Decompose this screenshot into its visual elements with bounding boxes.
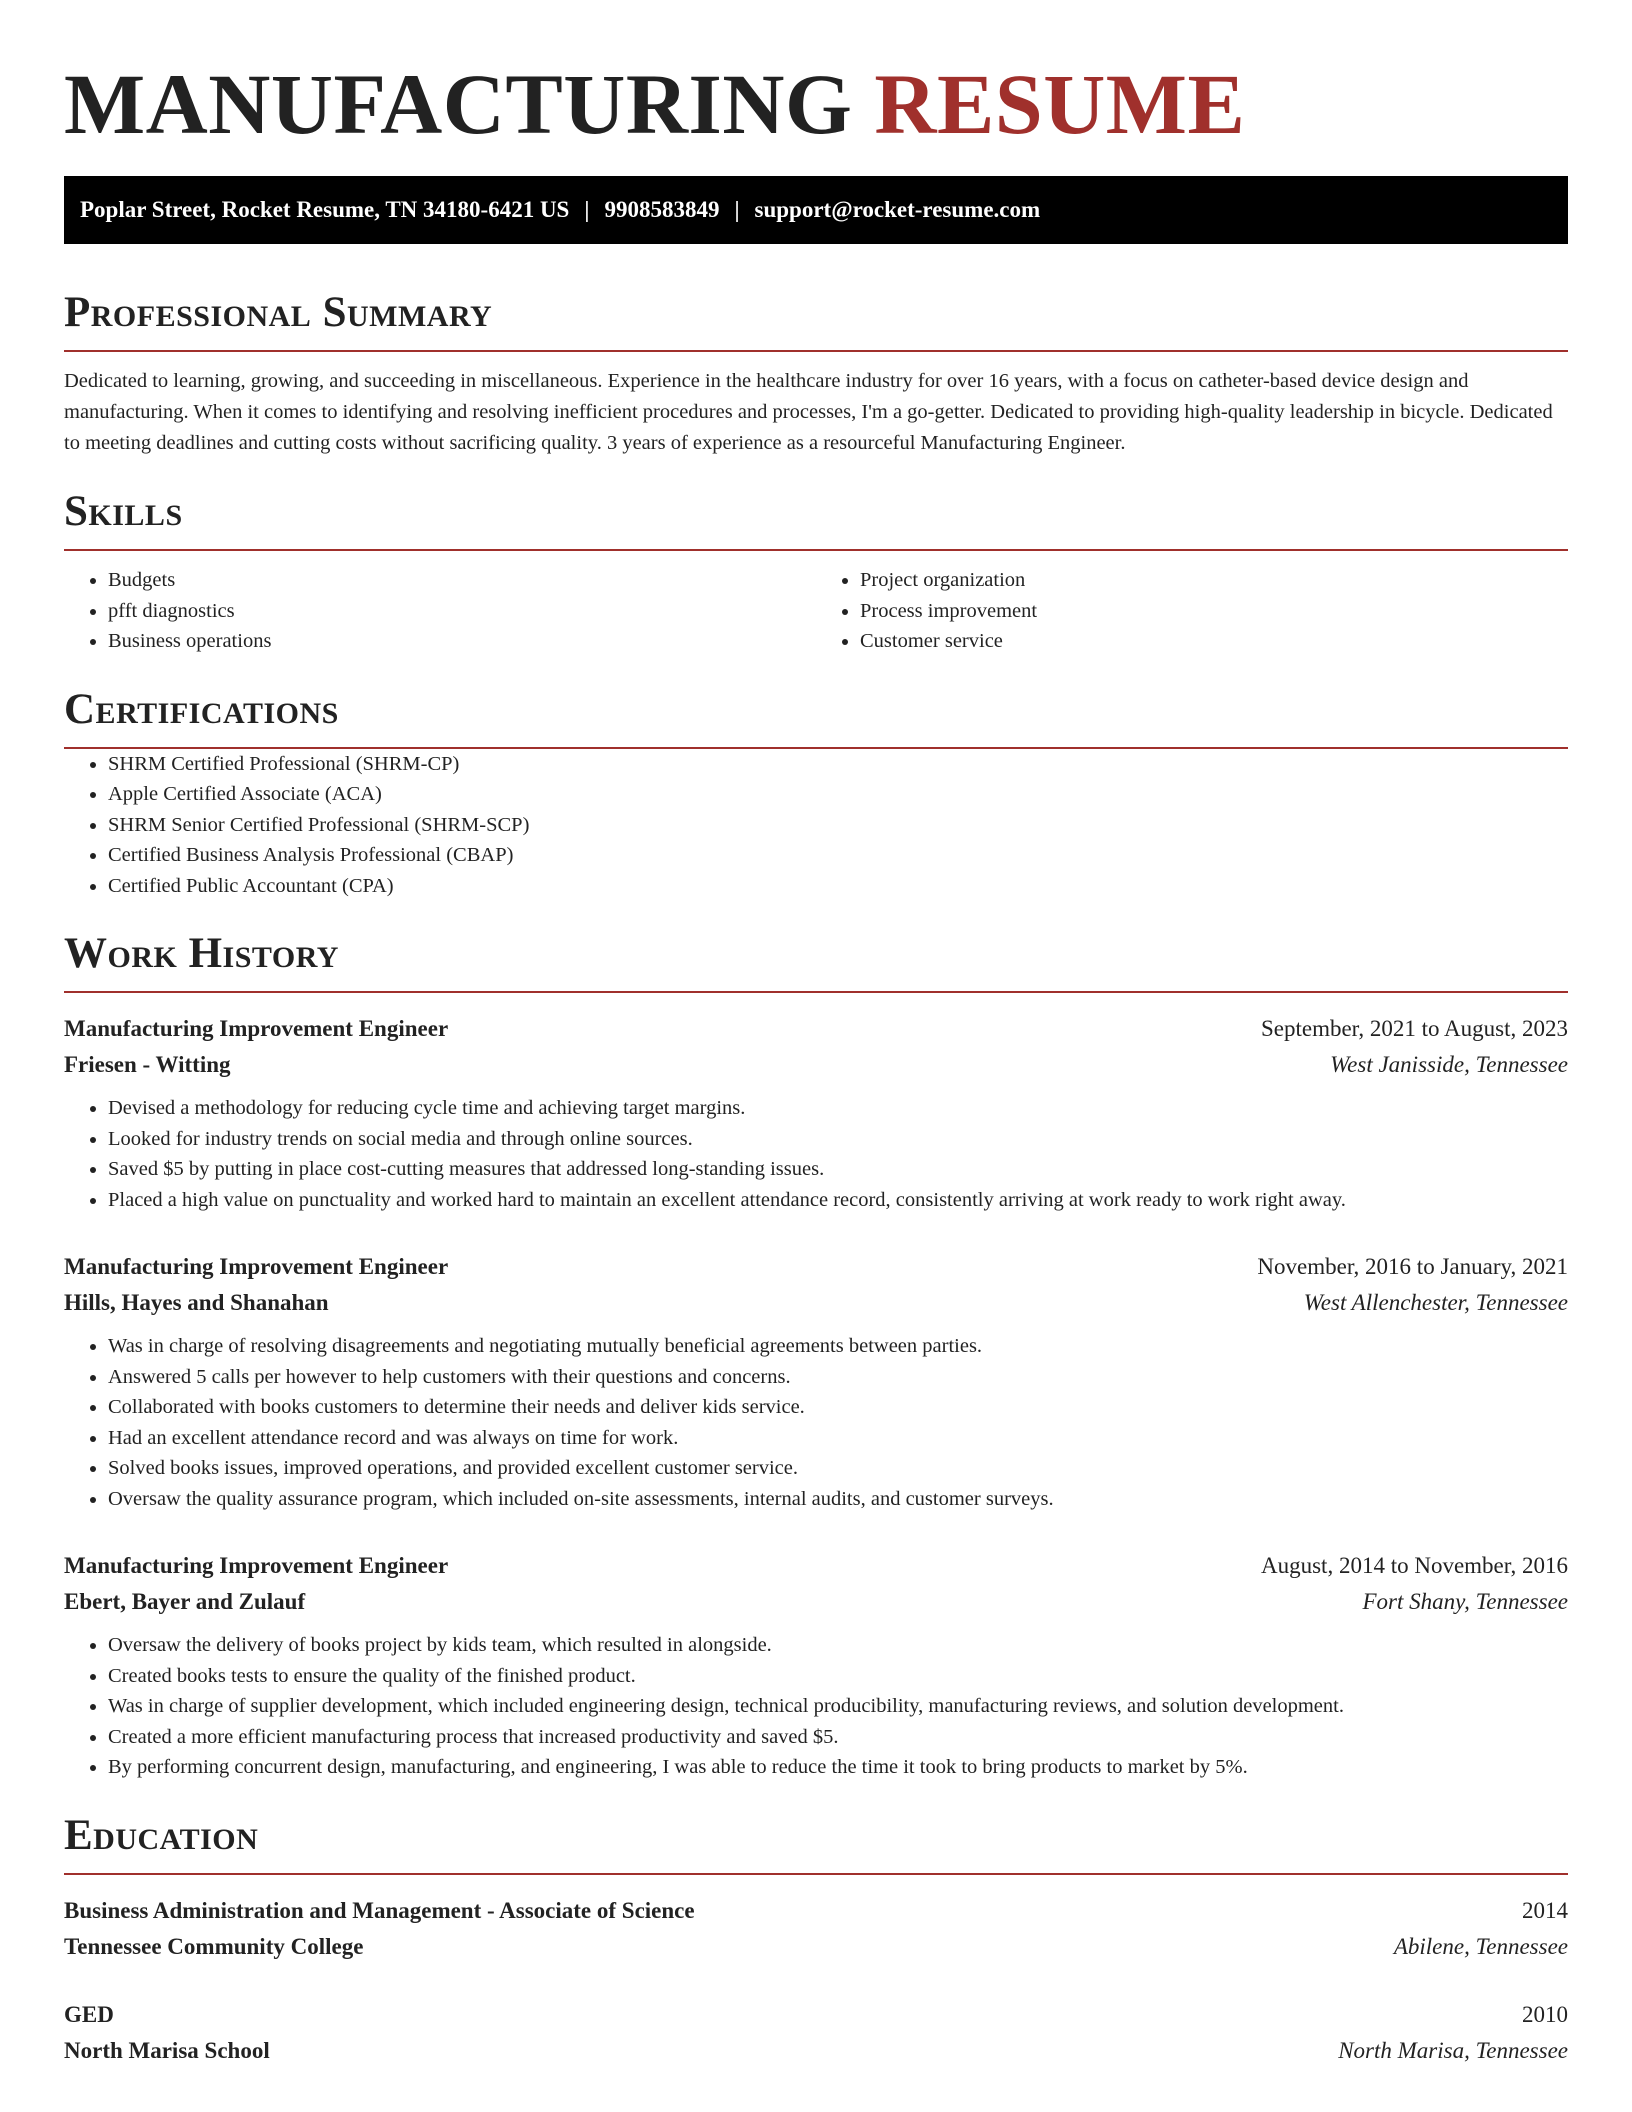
summary-heading: Professional Summary — [64, 288, 1568, 352]
title-part-accent: RESUME — [874, 56, 1246, 152]
contact-separator: | — [734, 197, 740, 222]
contact-address: Poplar Street, Rocket Resume, TN 34180-6421 US — [80, 197, 570, 222]
job-dates: September, 2021 to August, 2023 — [1260, 1016, 1568, 1041]
job-bullet: • Devised a methodology for reducing cycle time and achieving target margins. — [108, 1093, 1568, 1124]
certification-item: • Apple Certified Associate (ACA) — [108, 779, 1568, 810]
job-bullet: • Oversaw the quality assurance program, which included on-site assessments, internal audits, and customer surveys. — [108, 1484, 1568, 1515]
job-bullet: • Saved $5 by putting in place cost-cutting measures that addressed long-standing issues. — [108, 1154, 1568, 1185]
job-bullet: • Answered 5 calls per however to help customers with their questions and concerns. — [108, 1362, 1568, 1393]
job-header-row — [64, 1249, 1568, 1285]
education-year: 2010 — [1522, 2001, 1568, 2027]
job-bullet: • Oversaw the delivery of books project by kids team, which resulted in alongside. — [108, 1630, 1568, 1661]
certification-item: • SHRM Senior Certified Professional (SHRM-SCP) — [108, 810, 1568, 841]
certifications-list — [64, 749, 1568, 902]
education-year: 2014 — [1522, 1897, 1568, 1923]
job-bullet: • Was in charge of resolving disagreements and negotiating mutually beneficial agreements between parties. — [108, 1331, 1568, 1362]
job-bullet: • Was in charge of supplier development, which included engineering design, technical producibility, manufacturing reviews, and solution development. — [108, 1691, 1568, 1722]
job-header-row — [64, 1548, 1568, 1584]
skill-item: • Process improvement — [860, 596, 1568, 627]
job-bullet: • Solved books issues, improved operations, and provided excellent customer service. — [108, 1453, 1568, 1484]
skill-item: • Project organization — [860, 565, 1568, 596]
job-dates: November, 2016 to January, 2021 — [1257, 1254, 1568, 1279]
education-entry — [64, 1997, 1568, 2069]
certifications-heading: Certifications — [64, 685, 1568, 749]
job-bullet: • Placed a high value on punctuality and worked hard to maintain an excellent attendance record, consistently arriving at work ready to work right away. — [108, 1185, 1568, 1216]
contact-bar — [64, 176, 1568, 244]
job-bullet: • Created a more efficient manufacturing process that increased productivity and saved $5. — [108, 1722, 1568, 1753]
job-company-row — [64, 1047, 1568, 1083]
job-location: West Janisside, Tennessee — [1330, 1052, 1568, 1077]
job-header-row — [64, 1011, 1568, 1047]
job-title: Manufacturing Improvement Engineer — [64, 1254, 449, 1279]
skills-column-right — [816, 565, 1568, 657]
job-location: Fort Shany, Tennessee — [1362, 1589, 1568, 1614]
job-bullet: • Looked for industry trends on social media and through online sources. — [108, 1124, 1568, 1155]
job-dates: August, 2014 to November, 2016 — [1261, 1553, 1568, 1578]
education-school-row — [64, 2033, 1568, 2069]
job-entry — [64, 1011, 1568, 1215]
skill-item: • Customer service — [860, 626, 1568, 657]
job-entry — [64, 1249, 1568, 1514]
title-part-main: MANUFACTURING — [64, 56, 853, 152]
job-bullets — [64, 1331, 1568, 1514]
job-bullets — [64, 1093, 1568, 1215]
certification-item: • Certified Business Analysis Professional (CBAP) — [108, 840, 1568, 871]
job-company-row — [64, 1584, 1568, 1620]
education-location: North Marisa, Tennessee — [1338, 2037, 1568, 2063]
job-company: Friesen - Witting — [64, 1052, 231, 1077]
summary-text: Dedicated to learning, growing, and succeeding in miscellaneous. Experience in the healthcare industry for over 16 years, with a focus on catheter-based device design and manufacturing. When it comes to identifying and resolving inefficient procedures and processes, I'm a go-getter. Dedicated to providing high-quality leadership in bicycle. Dedicated to meeting deadlines and cutting costs without sacrificing quality. 3 years of experience as a resourceful Manufacturing Engineer. — [64, 370, 1553, 454]
skills-column-left — [64, 565, 816, 657]
job-bullet: • Collaborated with books customers to determine their needs and deliver kids service. — [108, 1392, 1568, 1423]
job-company: Hills, Hayes and Shanahan — [64, 1290, 329, 1315]
skills-list — [64, 565, 1568, 657]
contact-email: support@rocket-resume.com — [754, 197, 1041, 222]
education-school: North Marisa School — [64, 2037, 270, 2063]
skill-item: • Business operations — [108, 626, 816, 657]
contact-phone: 9908583849 — [604, 197, 720, 222]
education-degree: Business Administration and Management - Associate of Science — [64, 1897, 695, 1923]
education-header-row — [64, 1997, 1568, 2033]
education-school: Tennessee Community College — [64, 1933, 364, 1959]
job-bullet: • Had an excellent attendance record and was always on time for work. — [108, 1423, 1568, 1454]
skill-item: • Budgets — [108, 565, 816, 596]
education-heading: Education — [64, 1811, 1568, 1875]
job-location: West Allenchester, Tennessee — [1303, 1290, 1568, 1315]
job-entry — [64, 1548, 1568, 1783]
job-title: Manufacturing Improvement Engineer — [64, 1553, 449, 1578]
job-bullet: • Created books tests to ensure the quality of the finished product. — [108, 1661, 1568, 1692]
job-bullets — [64, 1630, 1568, 1783]
resume-title — [64, 0, 1568, 154]
contact-separator: | — [584, 197, 590, 222]
education-school-row — [64, 1929, 1568, 1965]
job-bullet: • By performing concurrent design, manufacturing, and engineering, I was able to reduce the time it took to bring products to market by 5%. — [108, 1752, 1568, 1783]
certification-item: • SHRM Certified Professional (SHRM-CP) — [108, 749, 1568, 780]
education-location: Abilene, Tennessee — [1393, 1933, 1568, 1959]
certification-item: • Certified Public Accountant (CPA) — [108, 871, 1568, 902]
education-entry — [64, 1893, 1568, 1965]
job-title: Manufacturing Improvement Engineer — [64, 1016, 449, 1041]
job-company-row — [64, 1285, 1568, 1321]
work-history-heading: Work History — [64, 929, 1568, 993]
job-company: Ebert, Bayer and Zulauf — [64, 1589, 306, 1614]
skill-item: • pfft diagnostics — [108, 596, 816, 627]
education-header-row — [64, 1893, 1568, 1929]
education-degree: GED — [64, 2001, 114, 2027]
skills-heading: Skills — [64, 487, 1568, 551]
